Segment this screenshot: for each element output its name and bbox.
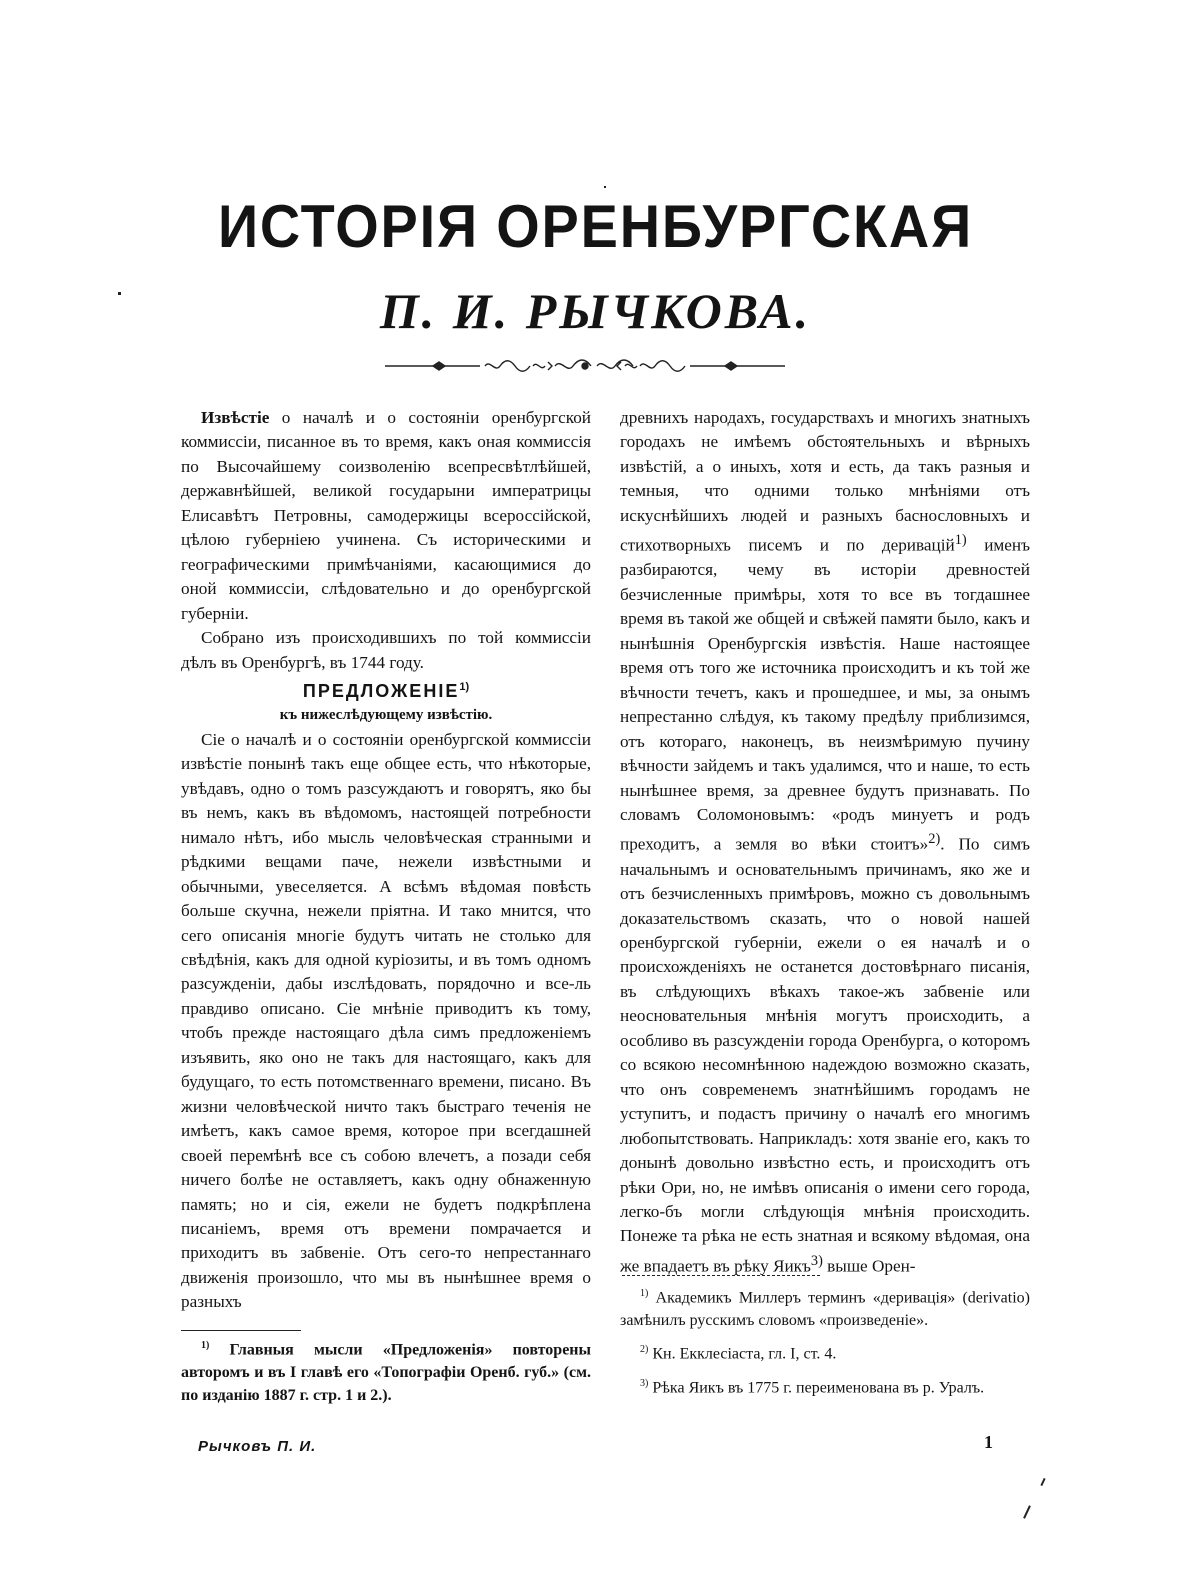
body-paragraph-continued [620,406,1030,1279]
footnotes-left [181,1334,591,1407]
footnote-mark: 2) [640,1344,649,1356]
scan-speck [1040,1478,1045,1486]
footnote-divider-right [622,1275,820,1276]
scan-speck [1023,1505,1031,1519]
footnote-item [620,1338,1030,1365]
right-column [620,406,1030,1279]
collection-note: Собрано изъ происходившихъ по той коммиссіи дѣлъ въ Оренбургѣ, въ 1744 году. [181,628,591,672]
footnote-text: Рѣка Яикъ въ 1775 г. переименована въ р. Уралъ. [648,1378,985,1396]
signature-mark: Рычковъ П. И. [198,1438,317,1455]
footnote-item [620,1372,1030,1399]
footnote-mark: 1) [640,1288,649,1299]
body-text-part-3: . По симъ начальнымъ и основательнымъ причинамъ, яко же и отъ безчисленныхъ примѣровъ, можно съ довольнымъ доказательствомъ сказать, что о новой нашей оренбургской губерніи, ежели о ея началѣ и о происхожденіяхъ не останется достовѣрнаго писанія, въ слѣдующихъ вѣкахъ такое-жъ забвеніе или неосновательныя мнѣнія могутъ происходить, а особливо въ разсужденіи города Оренбурга, о которомъ со всякою несомнѣнною надеждою возможно сказать, что онъ современемъ знатнѣйшимъ городамъ не уступитъ, и подастъ причину о началѣ его многимъ любопытствовать. Наприкладъ: хотя званіе его, какъ то донынѣ довольно извѣстно есть, и происходитъ отъ рѣки Ори, но, не имѣвъ описанія о имени сего города, легко-бъ могли слѣдующія мнѣнія происходить. Понеже та рѣка не есть знатная и всякому вѣдомая, она же впадаетъ въ рѣку Яикъ [620,835,1030,1276]
footnote-divider-left [181,1330,301,1331]
footnote-text: Кн. Екклесіаста, гл. I, ст. 4. [648,1345,837,1363]
author-subtitle: П. И. РЫЧКОВА. [379,283,812,339]
footnote-ref: 3) [810,1252,823,1269]
body-text-part-2: именъ разбираются, чему въ исторіи древностей безчисленные примѣры, хотя то все въ тогдашнее время въ такой же общей и свѣжей памяти было, какъ и нынѣшнія Оренбургскія извѣстія. Наше настоящее время отъ того же источника происходитъ и къ той же вѣчности течетъ, какъ и прошедшее, и мы, за онымъ непрестанно слѣдуя, къ такому предѣлу приблизимся, отъ котораго, наконецъ, въ неизмѣримую пучину вѣчности зайдемъ и такъ удалимся, что и наше, то есть нынѣшнее время, за древнее будутъ признавать. По словамъ Соломоновымъ: «родъ минуетъ и родъ преходитъ, а земля во вѣки стоитъ» [620,536,1030,855]
footnotes-right [620,1282,1030,1405]
footnote-item [620,1282,1030,1332]
section-heading [181,675,591,703]
intro-paragraph [181,406,591,626]
scan-speck [118,292,121,295]
footnote-item [181,1334,591,1407]
intro-text: о началѣ и о состояніи оренбургской коммиссіи, писанное въ то время, какъ оная коммиссія по Высочайшему соизволенію всепресвѣтлѣйшей, державнѣйшей, великой государыни императрицы Елисавѣтъ Петровны, самодержицы всероссійской, цѣлою губерніею учинена. Съ историческими и географическими примѣчаніями, касающимися до оной коммиссіи, слѣдовательно и до оренбургской губерніи. [181,408,591,623]
body-text-part-4: выше Орен- [822,1256,916,1276]
intro-lead-word: Извѣстіе [201,408,270,427]
footnote-text: Академикъ Миллеръ терминъ «деривація» (derivatio) замѣнилъ русскимъ словомъ «произведеніе». [620,1289,1030,1330]
section-subheading: къ нижеслѣдующему извѣстію. [279,707,493,724]
document-title: ИСТОРІЯ ОРЕНБУРГСКАЯ [217,193,974,260]
ornament-divider [385,358,785,374]
footnote-ref: 1) [459,680,470,693]
page-number: 1 [984,1432,993,1452]
footnote-ref: 1) [954,532,967,549]
scan-speck [604,186,606,188]
footnote-ref: 2) [928,831,941,848]
body-paragraph: Сіе о началѣ и о состояніи оренбургской коммиссіи извѣстіе понынѣ такъ еще общее есть, что нѣкоторые, увѣдавъ, одно о томъ разсуждаютъ и говорятъ, яко бы въ немъ, какъ въ вѣдомомъ, настоящей потребности нимало нѣтъ, ибо мысль человѣческая странными и рѣдкими вещами паче, нежели извѣстными и обычными, увеселяется. А всѣмъ вѣдомая повѣсть больше скучна, нежели пріятна. И тако мнится, что сего описанія многіе будутъ читать не столько для свѣдѣнія, какъ для одной куріозиты, и въ томъ одномъ разсужденіи, дабы изслѣдовать, порядочно и все-ль правдиво описано. Сіе мнѣніе приводитъ къ тому, чтобъ прежде настоящаго дѣла симъ предложеніемъ изъявить, яко оно не такъ для настоящаго, какъ для будущаго, то есть потомственнаго времени, писано. Въ жизни человѣческой ничто такъ быстраго теченія не имѣетъ, какъ самое время, которое при всегдашней своей перемѣнѣ все съ собою влечетъ, а позади себя ничего болѣе не оставляетъ, какъ одну обнаженную память; но и сія, ежели не будетъ подкрѣплена писаніемъ, время отъ времени помрачается и приходитъ въ забвеніе. Отъ сего-то непрестаннаго движенія произошло, что мы въ нынѣшнее время о разныхъ [181,729,591,1312]
body-text-part-1: древнихъ народахъ, государствахъ и многихъ знатныхъ городахъ не имѣемъ обстоятельныхъ и вѣрныхъ извѣстій, а о иныхъ, хотя и есть, да такъ разныя и темныя, что одними только мнѣніями отъ искуснѣйшихъ людей и разныхъ баснословныхъ и стихотворныхъ писемъ и по деривацій [620,408,1030,555]
left-column [181,406,591,1315]
section-heading-text: ПРЕДЛОЖЕНІЕ [302,680,460,701]
footnote-text: Главныя мысли «Предложенія» повторены авторомъ и въ I главѣ его «Топографіи Оренб. губ.» (см. по изданію 1887 г. стр. 1 и 2.). [181,1341,591,1405]
footnote-mark: 1) [201,1340,210,1351]
footnote-mark: 3) [640,1377,649,1389]
